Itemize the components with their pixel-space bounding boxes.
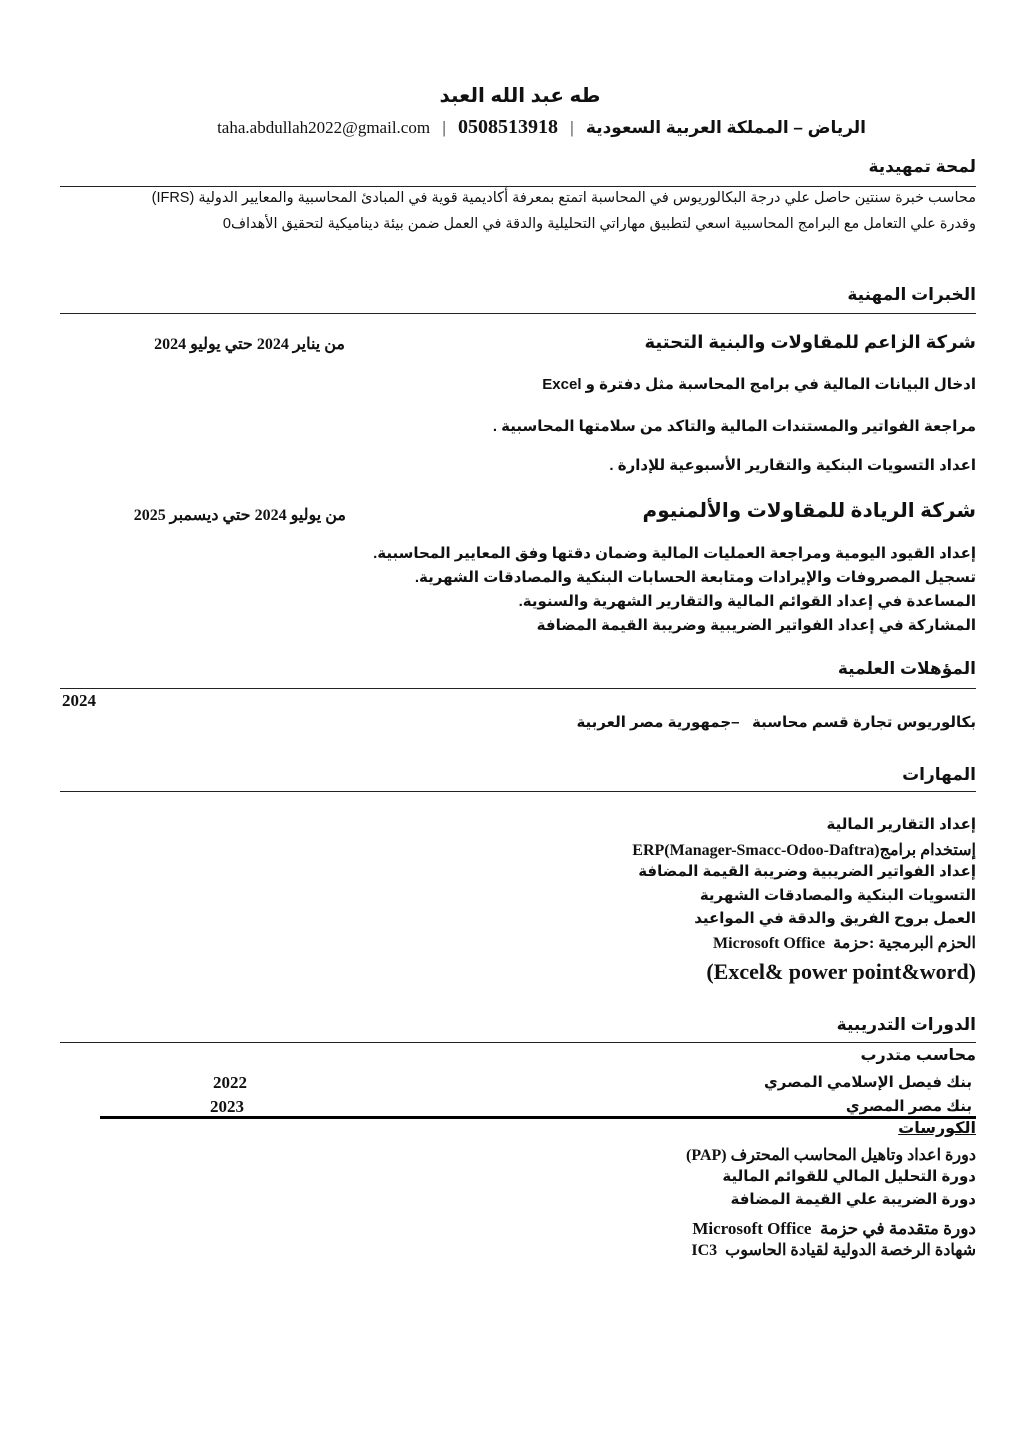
course-item: دورة اعداد وتاهيل المحاسب المحترف (PAP)	[686, 1147, 976, 1164]
separator: |	[570, 118, 574, 137]
divider	[60, 1042, 976, 1043]
summary-heading: لمحة تمهيدية	[868, 157, 976, 176]
job-company: شركة الريادة للمقاولات والألمنيوم	[642, 500, 976, 522]
skill-item: (Excel& power point&word)	[706, 959, 976, 984]
skill-item: العمل بروح الفريق والدقة في المواعيد	[694, 910, 976, 927]
job-period: من يوليو 2024 حتي ديسمبر 2025	[133, 507, 346, 524]
training-year: 2023	[210, 1097, 244, 1116]
experience-heading: الخبرات المهنية	[847, 285, 976, 304]
education-year: 2024	[62, 691, 96, 710]
job-company: شركة الزاعم للمقاولات والبنية التحتية	[644, 332, 976, 352]
job-task: اعداد التسويات البنكية والتقارير الأسبوعية للإدارة .	[609, 457, 976, 474]
skill-item: إستخدام برامجERP(Manager-Smacc-Odoo-Daftra)	[632, 842, 976, 859]
course-item: دورة الضريبة علي القيمة المضافة	[730, 1191, 976, 1208]
job-period: من يناير 2024 حتي يوليو 2024	[154, 336, 345, 353]
course-item: شهادة الرخصة الدولية لقيادة الحاسوب IC3	[691, 1242, 976, 1259]
job-task: تسجيل المصروفات والإيرادات ومتابعة الحسابات البنكية والمصادقات الشهرية.	[414, 569, 976, 586]
skills-heading: المهارات	[902, 765, 976, 784]
candidate-name: طه عبد الله العبد	[439, 85, 601, 107]
training-bank: بنك مصر المصري	[845, 1098, 972, 1115]
education-degree: بكالوريوس تجارة قسم محاسبة –جمهورية مصر العربية	[576, 714, 976, 731]
divider	[60, 186, 976, 187]
email[interactable]: taha.abdullah2022@gmail.com	[217, 118, 431, 137]
skill-item: إعداد الفواتير الضريبية وضريبة القيمة المضافة	[638, 863, 976, 880]
education-heading: المؤهلات العلمية	[837, 659, 976, 678]
divider	[60, 791, 976, 792]
training-heading: الدورات التدريبية	[836, 1015, 976, 1034]
job-task: المساعدة في إعداد القوائم المالية والتقارير الشهرية والسنوية.	[518, 593, 976, 610]
separator: |	[442, 118, 446, 137]
thick-divider	[100, 1116, 976, 1119]
training-role: محاسب متدرب	[860, 1047, 976, 1064]
divider	[60, 313, 976, 314]
location: الرياض – المملكة العربية السعودية	[585, 118, 866, 137]
training-year: 2022	[213, 1073, 247, 1092]
contact-line	[217, 117, 866, 137]
job-task: ادخال البيانات المالية في برامج المحاسبة مثل دفترة و Excel	[542, 376, 976, 393]
courses-heading: الكورسات	[898, 1120, 976, 1137]
skill-item: التسويات البنكية والمصادقات الشهرية	[699, 887, 976, 904]
job-task: مراجعة الفواتير والمستندات المالية والتاكد من سلامتها المحاسبية .	[492, 418, 976, 435]
skill-item: الحزم البرمجية :حزمة Microsoft Office	[713, 935, 976, 952]
training-bank: بنك فيصل الإسلامي المصري	[764, 1074, 972, 1091]
skill-item: إعداد التقارير المالية	[826, 816, 976, 833]
phone: 0508513918	[457, 116, 558, 138]
divider	[60, 688, 976, 689]
course-item: دورة التحليل المالي للقوائم المالية	[722, 1168, 976, 1185]
summary-line: محاسب خبرة سنتين حاصل علي درجة البكالوريوس في المحاسبة اتمتع بمعرفة أكاديمية قوية في المبادئ المحاسبية والمعايير الدولية (IFRS)	[151, 190, 976, 206]
course-item: دورة متقدمة في حزمة Microsoft Office	[692, 1219, 976, 1238]
summary-line: وقدرة علي التعامل مع البرامج المحاسبية اسعي لتطبيق مهاراتي التحليلية والدقة في العمل ضمن بيئة ديناميكية لتحقيق الأهداف0	[222, 216, 976, 232]
job-task: المشاركة في إعداد الفواتير الضريبية وضريبة القيمة المضافة	[536, 617, 976, 634]
job-task: إعداد القيود اليومية ومراجعة العمليات المالية وضمان دقتها وفق المعايير المحاسبية.	[373, 545, 976, 562]
